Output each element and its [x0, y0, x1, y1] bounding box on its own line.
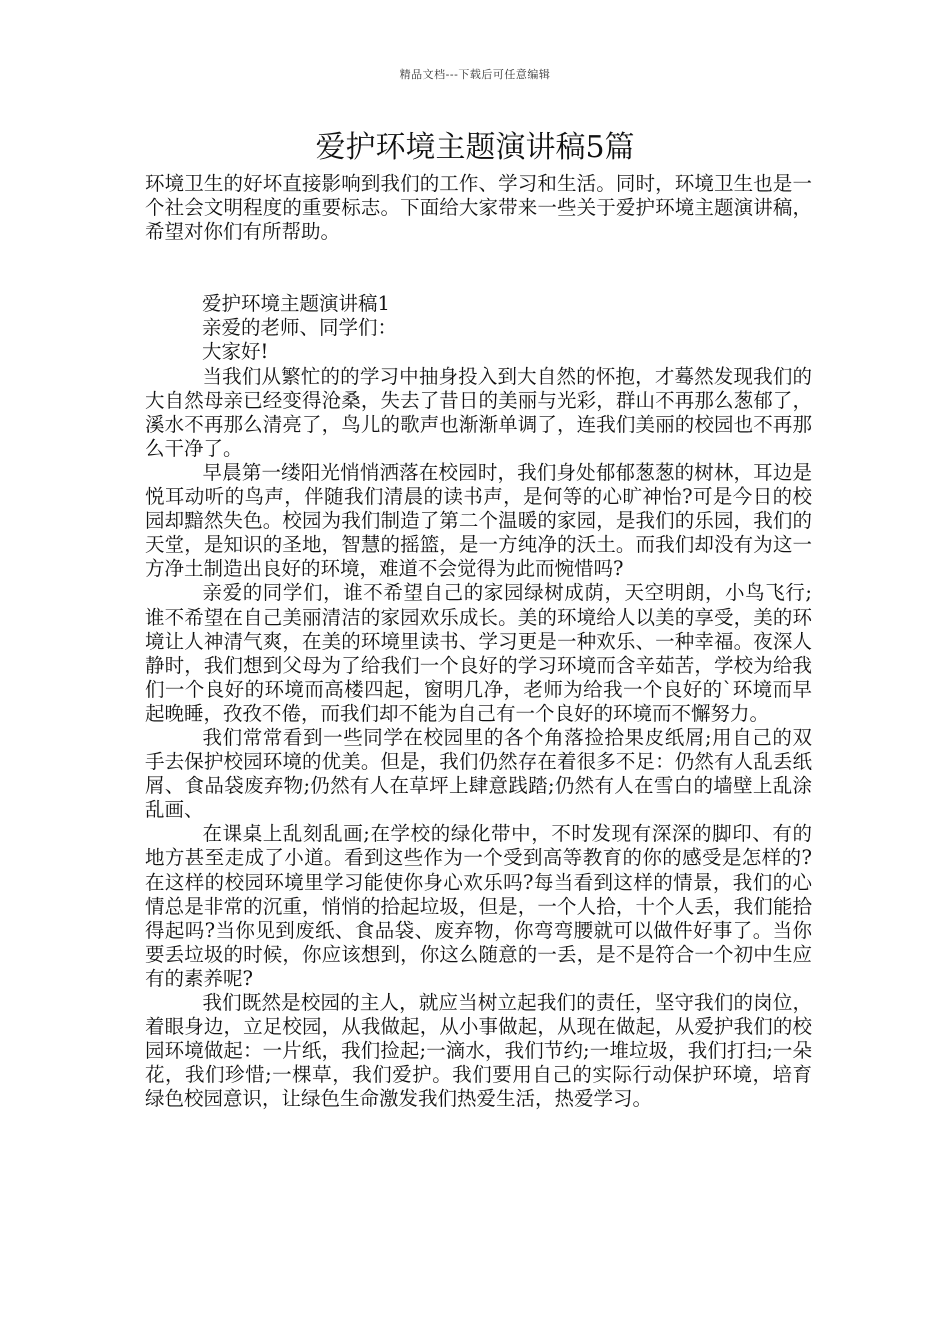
intro-paragraph: 环境卫生的好坏直接影响到我们的工作、学习和生活。同时，环境卫生也是一个社会文明程度的重要标志。下面给大家带来一些关于爱护环境主题演讲稿，希望对你们有所帮助。 — [145, 172, 812, 244]
document-body — [145, 172, 812, 1111]
body-paragraph: 当我们从繁忙的的学习中抽身投入到大自然的怀抱，才蓦然发现我们的大自然母亲已经变得沧桑，失去了昔日的美丽与光彩，群山不再那么葱郁了，溪水不再那么清亮了，鸟儿的歌声也渐渐单调了，连我们美丽的校园也不再那么干净了。 — [145, 364, 812, 460]
body-paragraph: 亲爱的同学们，谁不希望自己的家园绿树成荫，天空明朗，小鸟飞行;谁不希望在自己美丽清洁的家园欢乐成长。美的环境给人以美的享受，美的环境让人神清气爽，在美的环境里读书、学习更是一种欢乐、一种幸福。夜深人静时，我们想到父母为了给我们一个良好的学习环境而含辛茹苦，学校为给我们一个良好的环境而高楼四起，窗明几净，老师为给我一个良好的`环境而早起晚睡，孜孜不倦，而我们却不能为自己有一个良好的环境而不懈努力。 — [145, 581, 812, 725]
salutation: 亲爱的老师、同学们： — [202, 316, 398, 340]
greeting: 大家好! — [202, 340, 269, 364]
section-title: 爱护环境主题演讲稿1 — [202, 292, 390, 316]
body-paragraph: 我们既然是校园的主人，就应当树立起我们的责任，坚守我们的岗位，着眼身边，立足校园，从我做起，从小事做起，从现在做起，从爱护我们的校园环境做起：一片纸，我们捡起;一滴水，我们节约;一堆垃圾，我们打扫;一朵花，我们珍惜;一棵草，我们爱护。我们要用自己的实际行动保护环境，培育绿色校园意识，让绿色生命激发我们热爱生活，热爱学习。 — [145, 991, 812, 1111]
body-paragraph: 我们常常看到一些同学在校园里的各个角落捡拾果皮纸屑;用自己的双手去保护校园环境的优美。但是，我们仍然存在着很多不足：仍然有人乱丢纸屑、食品袋废弃物;仍然有人在草坪上肆意践踏;仍然有人在雪白的墙壁上乱涂乱画、 — [145, 725, 812, 822]
body-paragraph: 在课桌上乱刻乱画;在学校的绿化带中，不时发现有深深的脚印、有的地方甚至走成了小道。看到这些作为一个受到高等教育的你的感受是怎样的?在这样的校园环境里学习能使你身心欢乐吗?每当看到这样的情景，我们的心情总是非常的沉重，悄悄的拾起垃圾，但是，一个人拾，十个人丢，我们能拾得起吗?当你见到废纸、食品袋、废弃物，你弯弯腰就可以做件好事了。当你要丢垃圾的时候，你应该想到，你这么随意的一丢，是不是符合一个初中生应有的素养呢? — [145, 822, 812, 990]
header-watermark: 精品文档---下载后可任意编辑 — [399, 68, 551, 81]
document-title: 爱护环境主题演讲稿5篇 — [315, 130, 635, 165]
body-paragraph: 早晨第一缕阳光悄悄洒落在校园时，我们身处郁郁葱葱的树林，耳边是悦耳动听的鸟声，伴随我们清晨的读书声，是何等的心旷神怡?可是今日的校园却黯然失色。校园为我们制造了第二个温暖的家园，是我们的乐园，我们的天堂，是知识的圣地，智慧的摇篮，是一方纯净的沃土。而我们却没有为这一方净土制造出良好的环境，难道不会觉得为此而惋惜吗? — [145, 460, 812, 581]
